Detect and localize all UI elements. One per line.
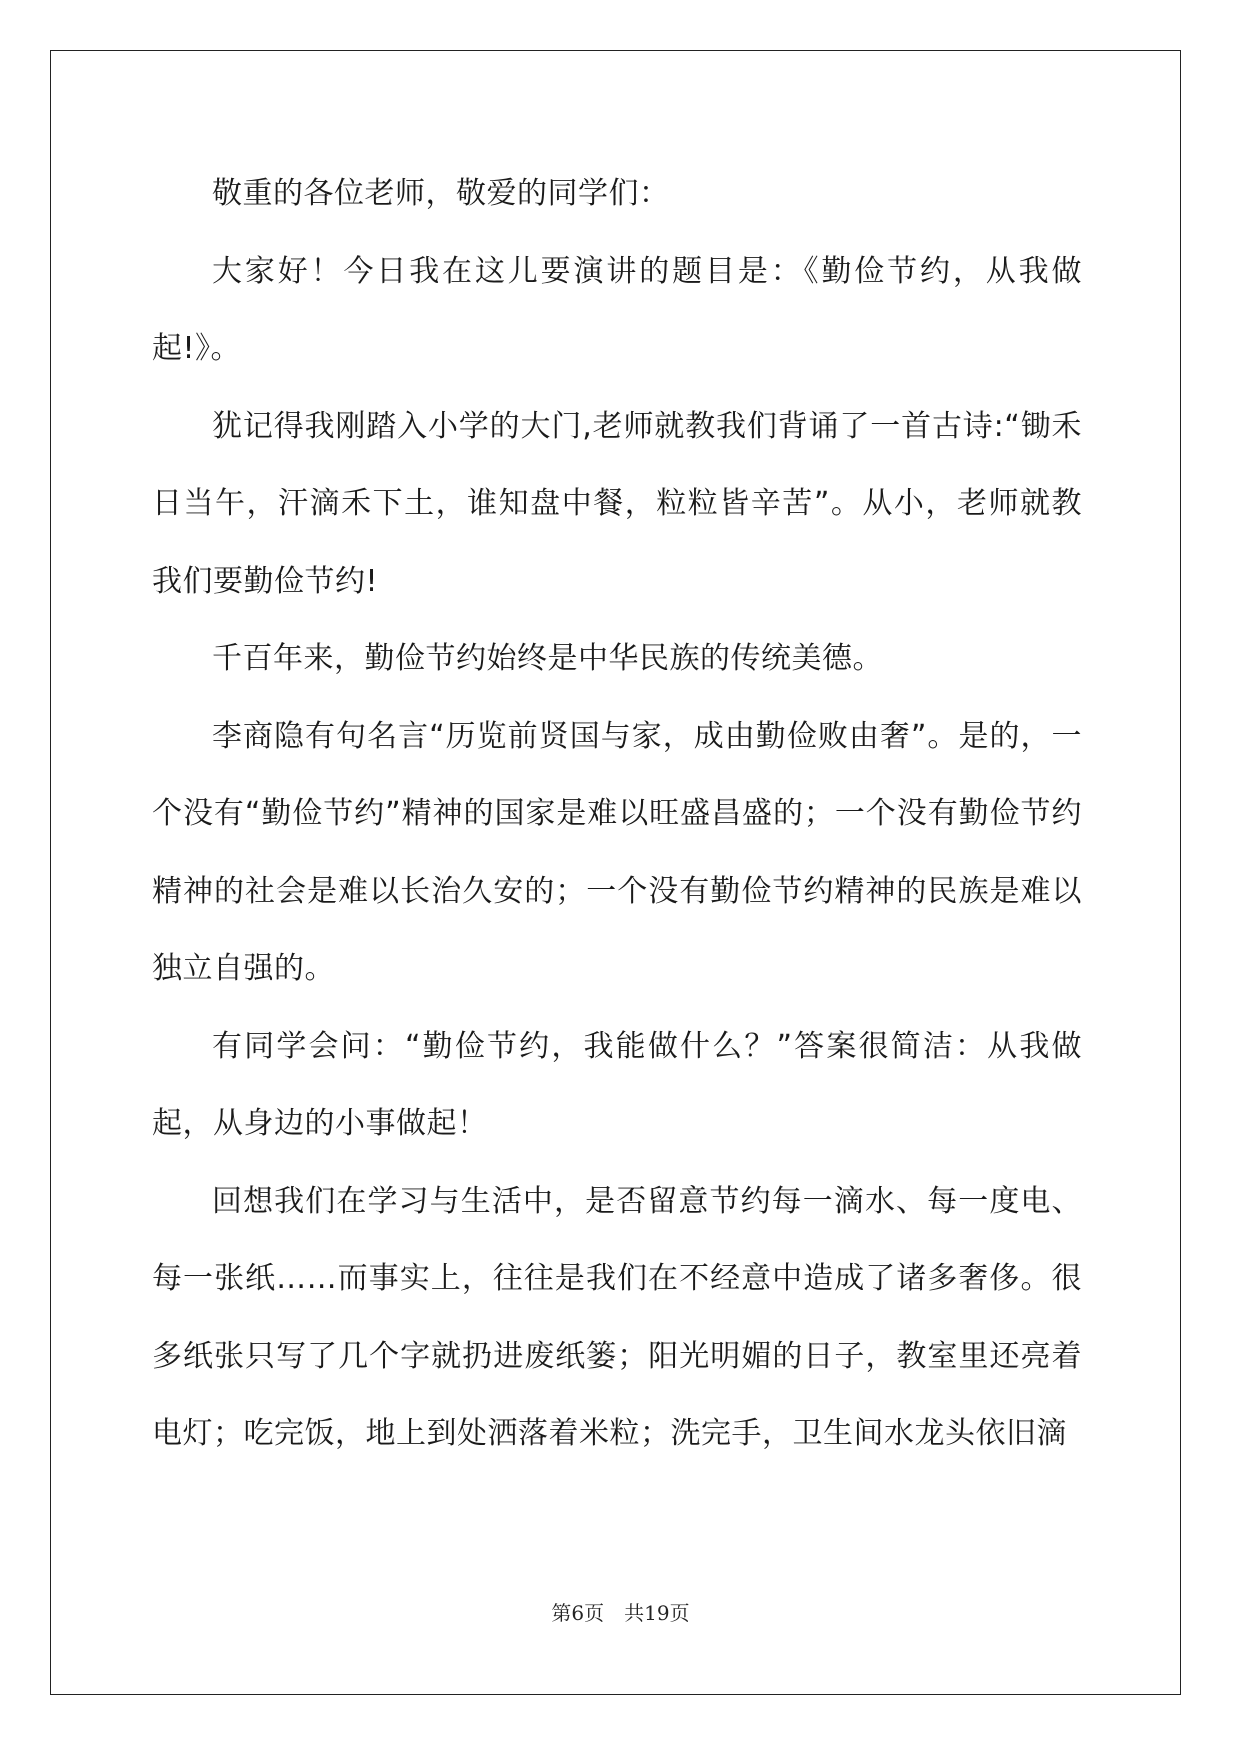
paragraph-greeting: 大家好！今日我在这儿要演讲的题目是：《勤俭节约，从我做起!》。 xyxy=(152,253,1082,366)
paragraph-question: 有同学会问：“勤俭节约，我能做什么？”答案很简洁：从我做起，从身边的小事做起！ xyxy=(152,1028,1082,1141)
paragraph-reflection: 回想我们在学习与生活中，是否留意节约每一滴水、每一度电、每一张纸……而事实上，往往是我们在不经意中造成了诸多奢侈。很多纸张只写了几个字就扔进废纸篓；阳光明媚的日子，教室里还亮着电灯；吃完饭，地上到处洒落着米粒；洗完手，卫生间水龙头依旧滴 xyxy=(152,1183,1082,1451)
document-body xyxy=(152,155,1082,1473)
paragraph-tradition: 千百年来，勤俭节约始终是中华民族的传统美德。 xyxy=(212,641,883,676)
page-footer xyxy=(0,1597,1241,1626)
paragraph-poem: 犹记得我刚踏入小学的大门,老师就教我们背诵了一首古诗:“锄禾日当午，汗滴禾下土，谁知盘中餐，粒粒皆辛苦”。从小，老师就教我们要勤俭节约! xyxy=(152,408,1082,599)
page-number: 第6页 共19页 xyxy=(551,1601,690,1625)
salutation: 敬重的各位老师，敬爱的同学们： xyxy=(212,176,670,211)
paragraph-quote: 李商隐有句名言“历览前贤国与家，成由勤俭败由奢”。是的，一个没有“勤俭节约”精神的国家是难以旺盛昌盛的；一个没有勤俭节约精神的社会是难以长治久安的；一个没有勤俭节约精神的民族是难以独立自强的。 xyxy=(152,718,1082,986)
